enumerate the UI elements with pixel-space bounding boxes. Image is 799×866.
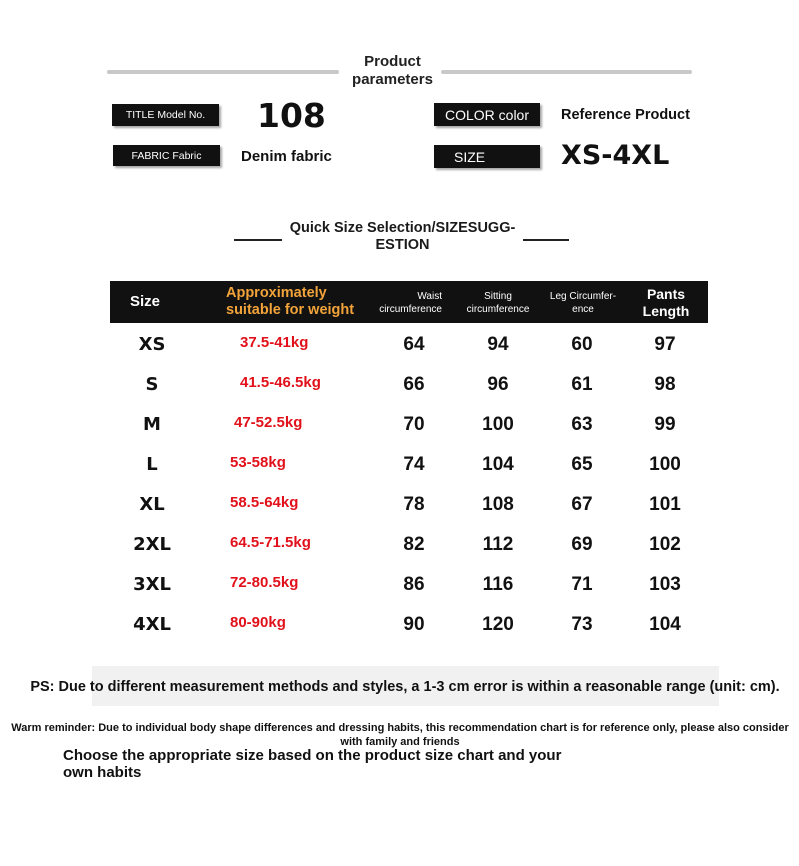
header-weight: Approximately suitable for weight [226, 285, 355, 318]
color-value: Reference Product [561, 107, 690, 123]
sitting-cell: 116 [482, 574, 514, 595]
waist-cell: 82 [403, 534, 425, 555]
fabric-tag: FABRIC Fabric [113, 145, 220, 166]
color-tag: COLOR color [434, 103, 540, 126]
leg-cell: 71 [571, 574, 593, 595]
size-cell: S [145, 374, 159, 395]
waist-cell: 74 [403, 454, 425, 475]
waist-cell: 86 [403, 574, 425, 595]
length-cell: 103 [649, 574, 681, 595]
fabric-value: Denim fabric [241, 148, 332, 165]
choose-size-note: Choose the appropriate size based on the product size chart and your own habits [63, 747, 562, 781]
size-cell: 2XL [133, 534, 171, 555]
weight-cell: 64.5-71.5kg [230, 534, 311, 551]
length-cell: 99 [654, 414, 676, 435]
leg-cell: 63 [571, 414, 593, 435]
header-waist: Waist circumference [379, 291, 442, 315]
leg-cell: 61 [571, 374, 593, 395]
weight-cell: 41.5-46.5kg [240, 374, 321, 391]
size-cell: L [146, 454, 158, 475]
quick-size-title: Quick Size Selection/SIZESUGG-ESTION [289, 220, 516, 253]
weight-cell: 80-90kg [230, 614, 286, 631]
size-cell: 3XL [133, 574, 171, 595]
warm-reminder: Warm reminder: Due to individual body shape differences and dressing habits, this recommendation chart is for reference only, please also consider with family and friends [11, 722, 789, 748]
leg-cell: 67 [571, 494, 593, 515]
header-sitting: Sitting circumference [466, 291, 530, 315]
header-divider-right [441, 70, 692, 74]
size-tag: SIZE [434, 145, 540, 168]
weight-cell: 72-80.5kg [230, 574, 299, 591]
length-cell: 101 [649, 494, 681, 515]
waist-cell: 78 [403, 494, 425, 515]
size-cell: XL [139, 494, 165, 515]
header-leg: Leg Circumfer-ence [549, 291, 617, 315]
product-parameters-title: Product parameters [352, 53, 433, 88]
length-cell: 102 [649, 534, 681, 555]
leg-cell: 65 [571, 454, 593, 475]
sitting-cell: 112 [482, 534, 514, 555]
waist-cell: 64 [403, 334, 425, 355]
model-value: 108 [257, 96, 326, 135]
waist-cell: 66 [403, 374, 425, 395]
waist-cell: 70 [403, 414, 425, 435]
header-size: Size [129, 293, 160, 310]
header-divider-left [107, 70, 339, 74]
size-range-value: XS-4XL [561, 140, 670, 171]
size-cell: M [143, 414, 161, 435]
size-cell: XS [138, 334, 166, 355]
weight-cell: 58.5-64kg [230, 494, 299, 511]
quick-size-divider-left [234, 239, 282, 241]
weight-cell: 37.5-41kg [240, 334, 309, 351]
quick-size-divider-right [523, 239, 569, 241]
weight-cell: 53-58kg [230, 454, 286, 471]
length-cell: 104 [649, 614, 681, 635]
length-cell: 97 [654, 334, 676, 355]
header-length: Pants Length [642, 286, 690, 319]
sitting-cell: 100 [482, 414, 514, 435]
size-cell: 4XL [133, 614, 171, 635]
waist-cell: 90 [403, 614, 425, 635]
sitting-cell: 96 [487, 374, 509, 395]
sitting-cell: 94 [487, 334, 509, 355]
ps-note: PS: Due to different measurement methods and styles, a 1-3 cm error is within a reasonable range (unit: cm). [30, 679, 780, 695]
sitting-cell: 104 [482, 454, 514, 475]
sitting-cell: 120 [482, 614, 514, 635]
leg-cell: 69 [571, 534, 593, 555]
length-cell: 100 [649, 454, 681, 475]
sitting-cell: 108 [482, 494, 514, 515]
leg-cell: 73 [571, 614, 593, 635]
weight-cell: 47-52.5kg [234, 414, 303, 431]
leg-cell: 60 [571, 334, 593, 355]
length-cell: 98 [654, 374, 676, 395]
model-tag: TITLE Model No. [112, 104, 219, 126]
